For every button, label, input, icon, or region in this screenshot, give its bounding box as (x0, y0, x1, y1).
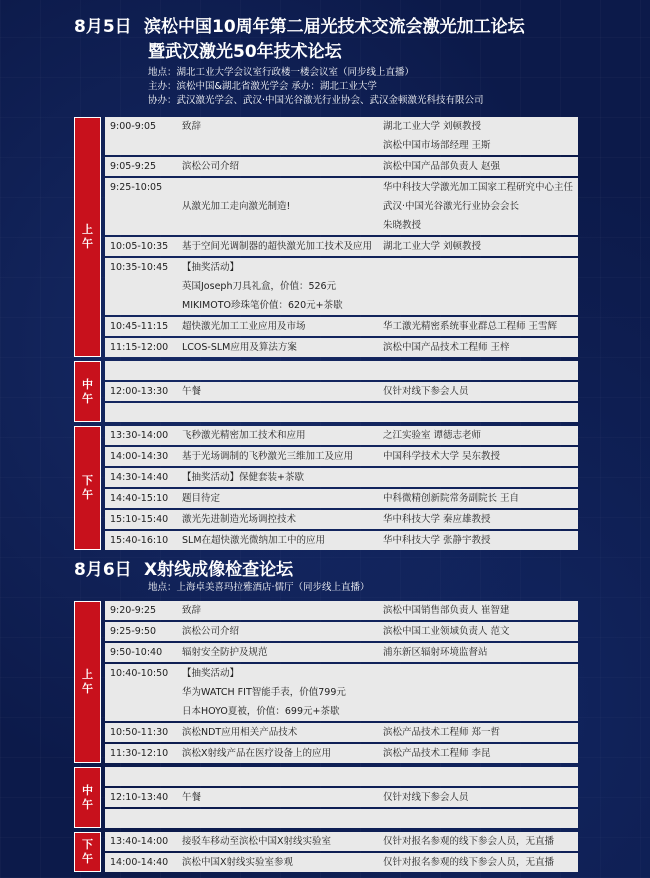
topic-text: 题目待定 (182, 493, 221, 504)
speaker-text: 仅针对报名参观的线下参会人员，无直播 (383, 836, 555, 847)
table-row (105, 468, 578, 487)
table-row (105, 622, 578, 641)
table-row (105, 157, 578, 176)
time-text: 15:10-15:40 (110, 514, 169, 525)
topic-text: 滨松公司介绍 (182, 161, 240, 172)
table-row (105, 426, 578, 445)
topic-text: 致辞 (182, 605, 202, 616)
topic-text: 激光先进制造光场调控技术 (182, 514, 297, 525)
table-row (105, 489, 578, 508)
table-row (105, 117, 578, 155)
speaker-text: 滨松产品技术工程师 郑一哲 (383, 727, 501, 738)
topic-text: 日本HOYO夏被，价值：699元+茶歇 (182, 706, 340, 717)
time-text: 10:45-11:15 (110, 321, 169, 332)
day2-location: 地点：上海卓美喜玛拉雅酒店·儒厅（同步线上直播） (148, 582, 370, 593)
topic-text: 午餐 (182, 386, 202, 397)
topic-text: 英国Joseph刀具礼盒，价值：526元 (182, 281, 337, 292)
time-text: 12:10-13:40 (110, 792, 169, 803)
table-row (105, 178, 578, 235)
table-row (105, 643, 578, 662)
speaker-text: 仅针对报名参观的线下参会人员，无直播 (383, 857, 555, 868)
time-text: 15:40-16:10 (110, 535, 169, 546)
day1-header (74, 12, 525, 37)
speaker-text: 武汉·中国光谷激光行业协会会长 (383, 201, 520, 212)
schedule-block (74, 767, 578, 828)
period-char: 上 (82, 668, 93, 681)
period-char: 中 (82, 377, 93, 391)
period-char: 中 (82, 783, 93, 797)
topic-text: 致辞 (182, 121, 202, 132)
time-text: 11:15-12:00 (110, 342, 169, 353)
speaker-text: 滨松中国市场部经理 王斯 (383, 140, 491, 151)
period-char: 午 (82, 797, 93, 811)
speaker-text: 中科微精创新院常务副院长 王自 (383, 493, 520, 504)
period-label (74, 832, 101, 872)
time-text: 11:30-12:10 (110, 748, 169, 759)
time-text: 9:05-9:25 (110, 161, 157, 172)
period-char: 午 (82, 391, 93, 405)
table-row (105, 601, 578, 620)
table-row (105, 853, 578, 872)
topic-text: SLM在超快激光微纳加工中的应用 (182, 535, 326, 546)
day1-date: 8月5日 (74, 17, 132, 37)
speaker-text: 滨松中国产品技术工程师 王梓 (383, 342, 510, 353)
table-row (105, 447, 578, 466)
topic-text: 午餐 (182, 792, 202, 803)
table-row (105, 403, 578, 422)
time-text: 9:25-10:05 (110, 182, 163, 193)
table-row (105, 338, 578, 357)
time-text: 14:40-15:10 (110, 493, 169, 504)
topic-text: 【抽奖活动】 (182, 668, 240, 679)
time-text: 14:00-14:40 (110, 857, 169, 868)
day1-host: 主办：滨松中国&湖北省激光学会 承办：湖北工业大学 (148, 81, 377, 92)
speaker-text: 滨松中国工业领域负责人 范文 (383, 626, 510, 637)
time-text: 9:20-9:25 (110, 605, 157, 616)
topic-text: 接驳车移动至滨松中国X射线实验室 (182, 836, 332, 847)
schedule-block (74, 601, 578, 763)
day2-header (74, 555, 293, 580)
speaker-text: 华工激光精密系统事业群总工程师 王雪辉 (383, 321, 558, 332)
period-label (74, 767, 101, 828)
schedule-block (74, 426, 578, 550)
speaker-text: 仅针对线下参会人员 (383, 792, 469, 803)
table-row (105, 258, 578, 315)
period-label (74, 361, 101, 422)
table-row (105, 531, 578, 550)
schedule-block (74, 361, 578, 422)
time-text: 9:50-10:40 (110, 647, 163, 658)
period-char: 上 (82, 223, 93, 236)
table-row (105, 723, 578, 742)
topic-text: 基于空间光调制器的超快激光加工技术及应用 (182, 241, 373, 252)
day2-info (148, 581, 370, 595)
table-row (105, 809, 578, 828)
period-char: 午 (82, 852, 93, 865)
table-row (105, 510, 578, 529)
table-row (105, 664, 578, 721)
schedule-block (74, 117, 578, 357)
table-row (105, 317, 578, 336)
topic-text: 【抽奖活动】保健套装+茶歇 (182, 472, 304, 483)
topic-text: 飞秒激光精密加工技术和应用 (182, 430, 306, 441)
day1-info (148, 66, 484, 108)
table-row (105, 788, 578, 807)
day2-date: 8月6日 (74, 560, 132, 580)
topic-text: 基于光场调制的飞秒激光三维加工及应用 (182, 451, 354, 462)
period-char: 午 (82, 682, 93, 695)
topic-text: 滨松X射线产品在医疗设备上的应用 (182, 748, 332, 759)
time-text: 9:25-9:50 (110, 626, 157, 637)
table-row (105, 361, 578, 380)
table-row (105, 237, 578, 256)
speaker-text: 滨松产品技术工程师 李昆 (383, 748, 491, 759)
day1-subtitle: 暨武汉激光50年技术论坛 (148, 42, 342, 62)
time-text: 13:40-14:00 (110, 836, 169, 847)
time-text: 10:40-10:50 (110, 668, 169, 679)
speaker-text: 华中科技大学 张静宇教授 (383, 535, 491, 546)
time-text: 13:30-14:00 (110, 430, 169, 441)
topic-text: 辐射安全防护及规范 (182, 647, 268, 658)
topic-text: LCOS-SLM应用及算法方案 (182, 342, 297, 353)
period-label (74, 601, 101, 763)
speaker-text: 华中科技大学激光加工国家工程研究中心主任 (383, 182, 574, 193)
time-text: 12:00-13:30 (110, 386, 169, 397)
period-char: 午 (82, 488, 93, 501)
time-text: 14:00-14:30 (110, 451, 169, 462)
time-text: 10:35-10:45 (110, 262, 169, 273)
speaker-text: 仅针对线下参会人员 (383, 386, 469, 397)
speaker-text: 湖北工业大学 刘顿教授 (383, 241, 482, 252)
speaker-text: 华中科技大学 秦应雄教授 (383, 514, 491, 525)
day1-title: 滨松中国10周年第二届光技术交流会激光加工论坛 (144, 17, 525, 37)
table-row (105, 382, 578, 401)
topic-text: 滨松中国X射线实验室参观 (182, 857, 294, 868)
speaker-text: 滨松中国产品部负责人 赵强 (383, 161, 501, 172)
table-row (105, 744, 578, 763)
speaker-text: 中国科学技术大学 吴东教授 (383, 451, 501, 462)
table-row (105, 832, 578, 851)
time-text: 10:05-10:35 (110, 241, 169, 252)
period-label (74, 426, 101, 550)
time-text: 10:50-11:30 (110, 727, 169, 738)
topic-text: 【抽奖活动】 (182, 262, 240, 273)
topic-text: 华为WATCH FIT智能手表，价值799元 (182, 687, 346, 698)
period-char: 下 (82, 474, 93, 487)
speaker-text: 浦东新区辐射环境监督站 (383, 647, 488, 658)
table-row (105, 767, 578, 786)
time-text: 9:00-9:05 (110, 121, 157, 132)
topic-text: 滨松公司介绍 (182, 626, 240, 637)
speaker-text: 湖北工业大学 刘顿教授 (383, 121, 482, 132)
schedule-block (74, 832, 578, 872)
topic-text: MIKIMOTO珍珠笔价值：620元+茶歇 (182, 300, 343, 311)
period-label (74, 117, 101, 357)
period-char: 下 (82, 838, 93, 851)
speaker-text: 朱晓教授 (383, 220, 422, 231)
period-char: 午 (82, 237, 93, 250)
day1-location: 地点：湖北工业大学会议室行政楼一楼会议室（同步线上直播） (148, 67, 415, 78)
topic-text: 从激光加工走向激光制造! (182, 201, 291, 212)
day1-cohost: 协办：武汉激光学会、武汉·中国光谷激光行业协会、武汉金顿激光科技有限公司 (148, 95, 484, 106)
topic-text: 滨松NDT应用相关产品技术 (182, 727, 298, 738)
day2-title: X射线成像检查论坛 (144, 560, 294, 580)
speaker-text: 之江实验室 谭德志老师 (383, 430, 482, 441)
topic-text: 超快激光加工工业应用及市场 (182, 321, 306, 332)
time-text: 14:30-14:40 (110, 472, 169, 483)
speaker-text: 滨松中国销售部负责人 崔智建 (383, 605, 510, 616)
